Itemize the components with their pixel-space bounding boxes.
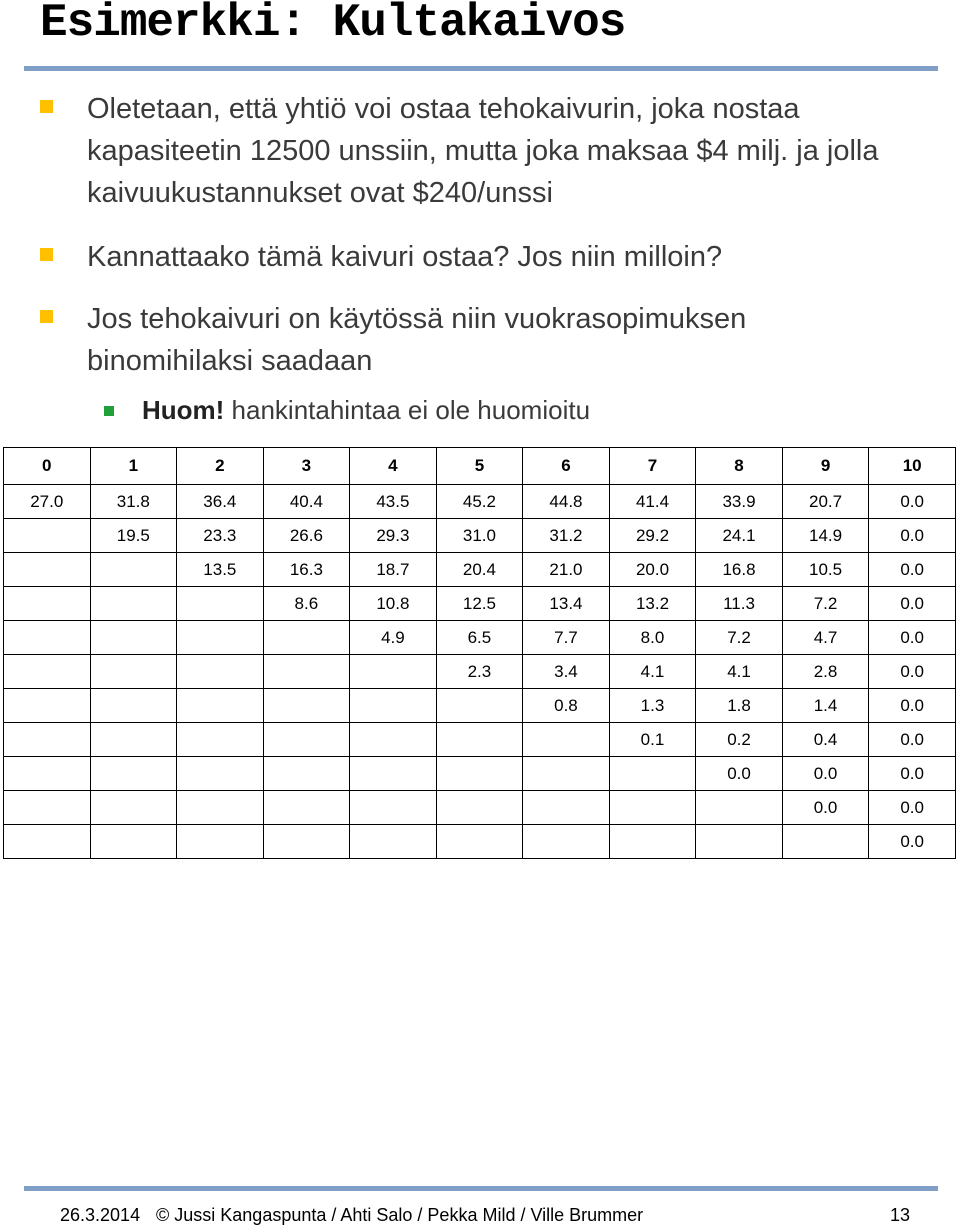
table-cell: 40.4 [263,485,350,519]
footer [60,1203,910,1227]
table-cell: 0.0 [869,689,956,723]
table-cell: 27.0 [4,485,91,519]
table-cell [90,723,177,757]
table-cell [436,757,523,791]
table-cell: 21.0 [523,553,610,587]
bullet-item-1 [40,88,920,214]
table-cell: 33.9 [696,485,783,519]
table-cell: 31.2 [523,519,610,553]
table-cell: 20.4 [436,553,523,587]
table-cell: 44.8 [523,485,610,519]
header-cell: 9 [782,448,869,485]
table-cell [263,825,350,859]
table-cell [263,723,350,757]
table-row [4,723,956,757]
table-cell: 13.4 [523,587,610,621]
header-cell: 10 [869,448,956,485]
table-cell [4,689,91,723]
square-bullet-icon [40,100,53,113]
table-cell: 0.0 [869,723,956,757]
table-cell: 0.0 [869,553,956,587]
table-cell [609,757,696,791]
table-cell: 0.0 [869,655,956,689]
header-cell: 1 [90,448,177,485]
table-cell: 7.7 [523,621,610,655]
table-row [4,621,956,655]
table-cell [350,655,437,689]
table-cell [263,689,350,723]
square-sub-bullet-icon [104,406,114,416]
table-cell [436,825,523,859]
table-cell: 13.5 [177,553,264,587]
table-row [4,553,956,587]
table-cell: 45.2 [436,485,523,519]
header-cell: 5 [436,448,523,485]
sub-bullet-item [104,392,904,428]
table-cell [523,825,610,859]
header-cell: 4 [350,448,437,485]
table-cell [4,723,91,757]
table-cell [4,655,91,689]
table-cell: 14.9 [782,519,869,553]
table-cell [523,791,610,825]
table-cell: 7.2 [696,621,783,655]
bullet-text-2: Kannattaako tämä kaivuri ostaa? Jos niin milloin? [87,241,723,273]
table-cell: 0.0 [782,757,869,791]
table-cell: 8.6 [263,587,350,621]
footer-date: 26.3.2014 [60,1205,141,1225]
table-cell: 2.8 [782,655,869,689]
table-cell: 31.0 [436,519,523,553]
table-body [4,485,956,859]
table-cell [4,519,91,553]
table-cell [4,621,91,655]
table-cell [177,655,264,689]
table-cell [263,791,350,825]
table-cell: 6.5 [436,621,523,655]
table-cell [4,587,91,621]
table-cell: 26.6 [263,519,350,553]
bullet-text-3: Jos tehokaivuri on käytössä niin vuokrasopimuksen binomihilaksi saadaan [87,303,747,377]
table-cell [177,825,264,859]
table-cell: 11.3 [696,587,783,621]
table-row [4,689,956,723]
table-cell [4,757,91,791]
table-cell: 4.1 [609,655,696,689]
table-cell: 18.7 [350,553,437,587]
table-header-row [4,448,956,485]
table-cell [90,587,177,621]
table-cell [523,723,610,757]
table-cell [609,791,696,825]
table-cell: 0.0 [869,519,956,553]
header-cell: 6 [523,448,610,485]
table-cell: 23.3 [177,519,264,553]
table-cell [609,825,696,859]
table-cell: 1.8 [696,689,783,723]
table-cell [177,689,264,723]
table-cell [4,553,91,587]
table-cell: 31.8 [90,485,177,519]
square-bullet-icon [40,248,53,261]
table-cell: 4.9 [350,621,437,655]
square-bullet-icon [40,310,53,323]
header-cell: 8 [696,448,783,485]
table-cell: 1.3 [609,689,696,723]
table-cell: 36.4 [177,485,264,519]
table-cell: 16.8 [696,553,783,587]
table-cell: 0.0 [869,621,956,655]
table-cell: 0.0 [869,485,956,519]
note-text: hankintahintaa ei ole huomioitu [224,395,591,425]
table-cell [177,723,264,757]
table-cell: 24.1 [696,519,783,553]
table-cell: 20.0 [609,553,696,587]
binomial-lattice-table [3,447,956,859]
bullet-item-2 [40,236,920,278]
table-cell [436,723,523,757]
table-cell [90,553,177,587]
table-cell: 0.1 [609,723,696,757]
table-row [4,791,956,825]
table-cell: 10.5 [782,553,869,587]
table-cell [177,757,264,791]
table-cell [90,791,177,825]
table-row [4,519,956,553]
table-cell [90,689,177,723]
table-cell: 4.7 [782,621,869,655]
table-cell [782,825,869,859]
table-cell [177,621,264,655]
table-cell: 0.0 [869,791,956,825]
header-cell: 0 [4,448,91,485]
table-cell [263,655,350,689]
footer-divider [24,1186,938,1191]
table-cell: 16.3 [263,553,350,587]
table-cell [696,825,783,859]
table-cell [350,689,437,723]
header-cell: 7 [609,448,696,485]
header-cell: 3 [263,448,350,485]
table-cell: 20.7 [782,485,869,519]
table-cell [90,621,177,655]
bullet-text-1: Oletetaan, että yhtiö voi ostaa tehokaivurin, joka nostaa kapasiteetin 12500 unssiin, mutta joka maksaa $4 milj. ja jolla kaivuukustannukset ovat $240/unssi [87,93,879,209]
table-cell [177,791,264,825]
note-label: Huom! [142,395,225,425]
table-cell: 12.5 [436,587,523,621]
table-cell [350,825,437,859]
table-cell [263,621,350,655]
table-row [4,485,956,519]
table-cell: 0.0 [869,587,956,621]
table-cell: 2.3 [436,655,523,689]
table-cell: 4.1 [696,655,783,689]
slide-title: Esimerkki: Kultakaivos [40,0,626,49]
table-cell: 0.0 [869,757,956,791]
table-cell [350,757,437,791]
table-cell: 29.2 [609,519,696,553]
table-cell [523,757,610,791]
table-cell [4,791,91,825]
table-cell: 41.4 [609,485,696,519]
table-cell: 7.2 [782,587,869,621]
table-cell [90,825,177,859]
table-cell [696,791,783,825]
sub-bullet-text [142,392,904,428]
table-cell [436,791,523,825]
table-cell: 0.2 [696,723,783,757]
table-cell [350,791,437,825]
table-row [4,587,956,621]
table-cell: 19.5 [90,519,177,553]
table-cell [4,825,91,859]
footer-authors: © Jussi Kangaspunta / Ahti Salo / Pekka Mild / Ville Brummer [156,1205,644,1225]
header-cell: 2 [177,448,264,485]
table-cell: 1.4 [782,689,869,723]
table-cell [263,757,350,791]
page-number: 13 [889,1205,910,1225]
table-cell: 0.4 [782,723,869,757]
table-row [4,655,956,689]
table-cell: 0.0 [869,825,956,859]
table-row [4,825,956,859]
table-cell: 10.8 [350,587,437,621]
table-cell: 13.2 [609,587,696,621]
table-cell: 43.5 [350,485,437,519]
title-divider [24,66,938,71]
table-cell: 29.3 [350,519,437,553]
table-cell [436,689,523,723]
table-cell [90,757,177,791]
table-cell: 0.0 [782,791,869,825]
table-cell: 0.8 [523,689,610,723]
table-cell [350,723,437,757]
table-cell [177,587,264,621]
table-cell: 0.0 [696,757,783,791]
table-row [4,757,956,791]
table-cell [90,655,177,689]
bullet-item-3 [40,298,920,382]
table-cell: 8.0 [609,621,696,655]
table-cell: 3.4 [523,655,610,689]
